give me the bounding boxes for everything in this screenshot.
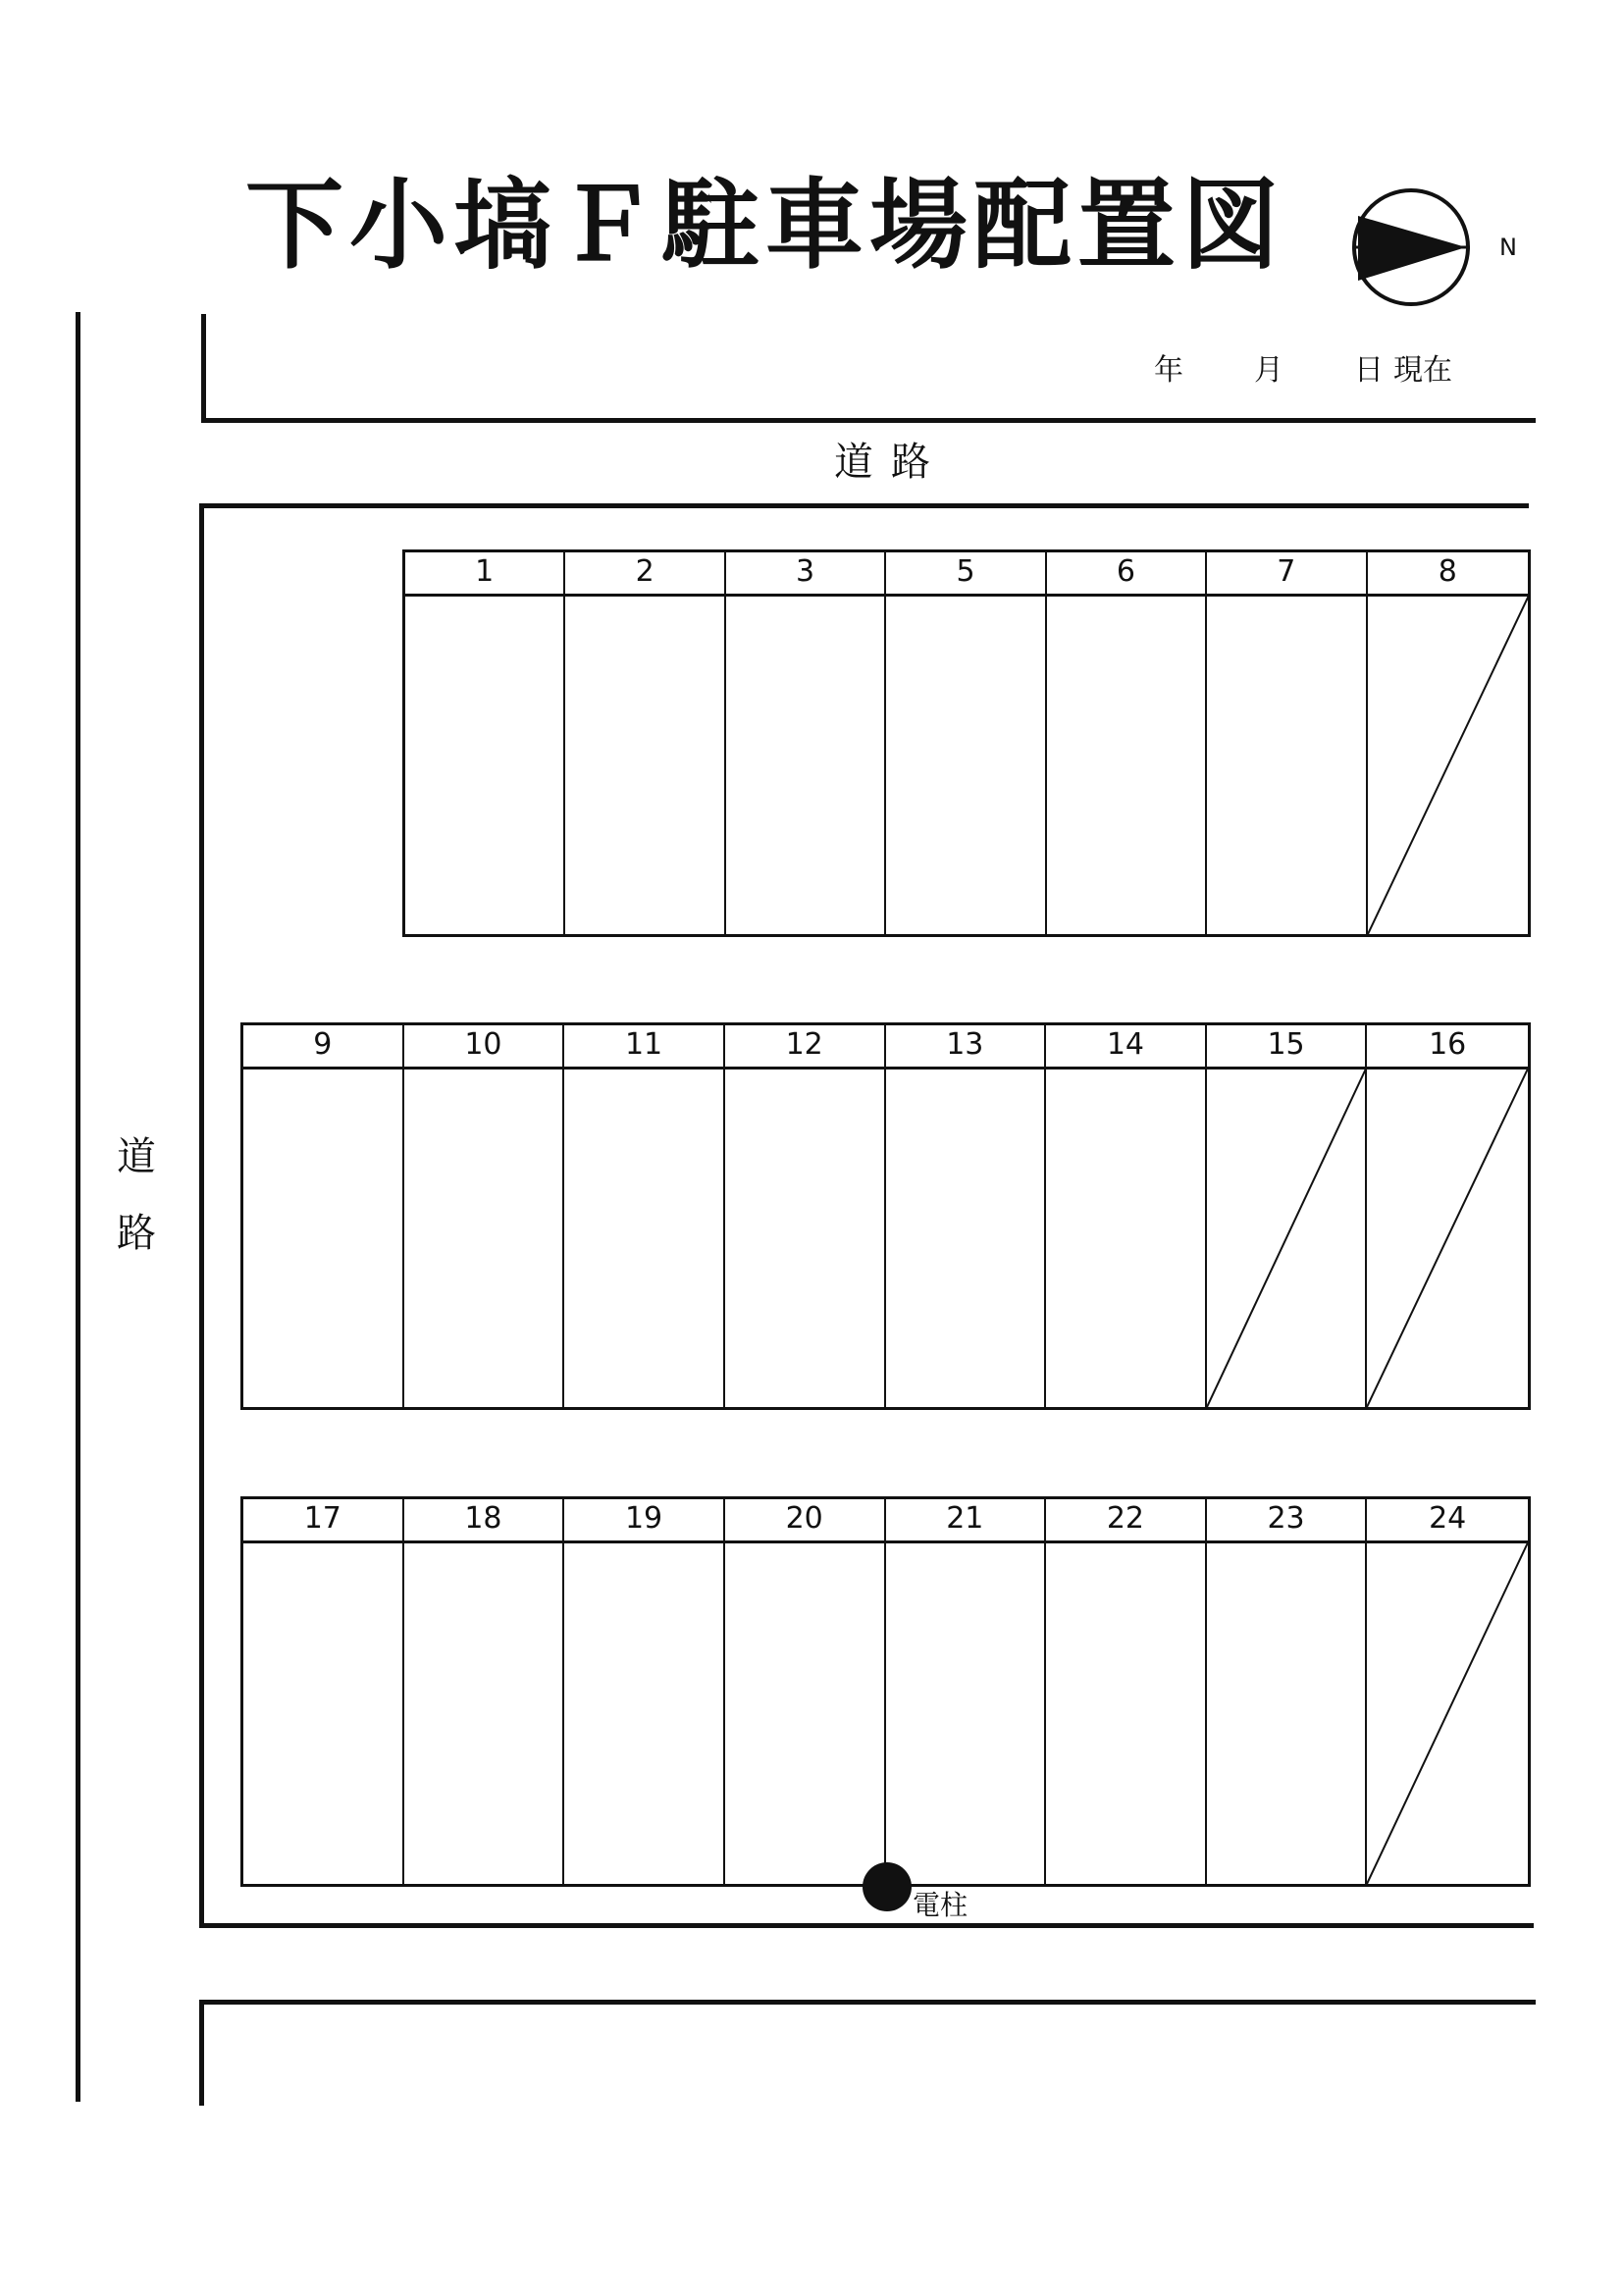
parking-space[interactable]	[243, 1025, 404, 1407]
space-number: 18	[404, 1499, 563, 1543]
parking-space[interactable]	[405, 552, 565, 934]
parking-space[interactable]	[725, 1499, 886, 1884]
parking-space[interactable]	[404, 1499, 565, 1884]
unavailable-mark-icon	[1367, 1543, 1528, 1884]
parking-space[interactable]	[565, 552, 725, 934]
space-number: 12	[725, 1025, 884, 1070]
parking-space[interactable]	[725, 1025, 886, 1407]
space-number: 21	[886, 1499, 1045, 1543]
compass-icon	[1350, 186, 1483, 319]
parking-space[interactable]	[1367, 1025, 1528, 1407]
road-label-left-top: 道	[117, 1134, 156, 1179]
space-number: 8	[1368, 552, 1528, 597]
space-number: 24	[1367, 1499, 1528, 1543]
parking-space[interactable]	[243, 1499, 404, 1884]
unavailable-mark-icon	[1207, 1070, 1366, 1407]
unavailable-mark-icon	[1367, 1070, 1528, 1407]
space-number: 7	[1207, 552, 1365, 597]
road-label-left	[112, 1119, 161, 1272]
space-number: 2	[565, 552, 723, 597]
parking-space[interactable]	[886, 1025, 1047, 1407]
lower-lot-top-edge	[199, 2000, 1536, 2005]
space-number: 9	[243, 1025, 402, 1070]
space-number: 5	[886, 552, 1044, 597]
space-number: 10	[404, 1025, 563, 1070]
parking-space[interactable]	[1207, 1025, 1368, 1407]
upper-lot-bottom-edge	[201, 418, 1536, 423]
date-year: 年	[1154, 353, 1183, 388]
lower-lot-left-edge	[199, 2000, 204, 2106]
lot-bottom-edge	[199, 1923, 1534, 1928]
space-number: 15	[1207, 1025, 1366, 1070]
date-month: 月	[1254, 353, 1283, 388]
road-label-left-bottom: 路	[117, 1211, 156, 1256]
parking-space[interactable]	[726, 552, 886, 934]
parking-space[interactable]	[1368, 552, 1528, 934]
parking-space[interactable]	[564, 1499, 725, 1884]
parking-space[interactable]	[404, 1025, 565, 1407]
road-label-top: 道路	[834, 440, 948, 485]
utility-pole-label: 電柱	[913, 1889, 969, 1921]
date-as-of: 現在	[1393, 353, 1452, 388]
parking-space[interactable]	[886, 552, 1046, 934]
parking-space[interactable]	[1367, 1499, 1528, 1884]
parking-row-3	[240, 1496, 1531, 1887]
space-number: 19	[564, 1499, 723, 1543]
parking-row-1	[402, 549, 1531, 937]
space-number: 16	[1367, 1025, 1528, 1070]
upper-lot-left-edge	[201, 314, 206, 422]
utility-pole-icon	[863, 1862, 912, 1911]
space-number: 17	[243, 1499, 402, 1543]
parking-space[interactable]	[1207, 1499, 1368, 1884]
space-number: 20	[725, 1499, 884, 1543]
date-day: 日	[1354, 353, 1384, 388]
parking-space[interactable]	[1207, 552, 1367, 934]
unavailable-mark-icon	[1368, 597, 1528, 934]
parking-space[interactable]	[1047, 552, 1207, 934]
page-title: 下小塙Ｆ駐車場配置図	[245, 168, 1285, 283]
parking-row-2	[240, 1022, 1531, 1410]
parking-space[interactable]	[886, 1499, 1047, 1884]
space-number: 6	[1047, 552, 1205, 597]
parking-space[interactable]	[564, 1025, 725, 1407]
lot-top-edge	[199, 503, 1529, 508]
compass-north-label: N	[1499, 234, 1517, 261]
lot-left-edge	[199, 503, 204, 1928]
space-number: 1	[405, 552, 563, 597]
parking-space[interactable]	[1046, 1025, 1207, 1407]
space-number: 13	[886, 1025, 1045, 1070]
space-number: 23	[1207, 1499, 1366, 1543]
parking-space[interactable]	[1046, 1499, 1207, 1884]
left-road-line	[76, 312, 80, 2102]
space-number: 3	[726, 552, 884, 597]
space-number: 22	[1046, 1499, 1205, 1543]
space-number: 11	[564, 1025, 723, 1070]
space-number: 14	[1046, 1025, 1205, 1070]
